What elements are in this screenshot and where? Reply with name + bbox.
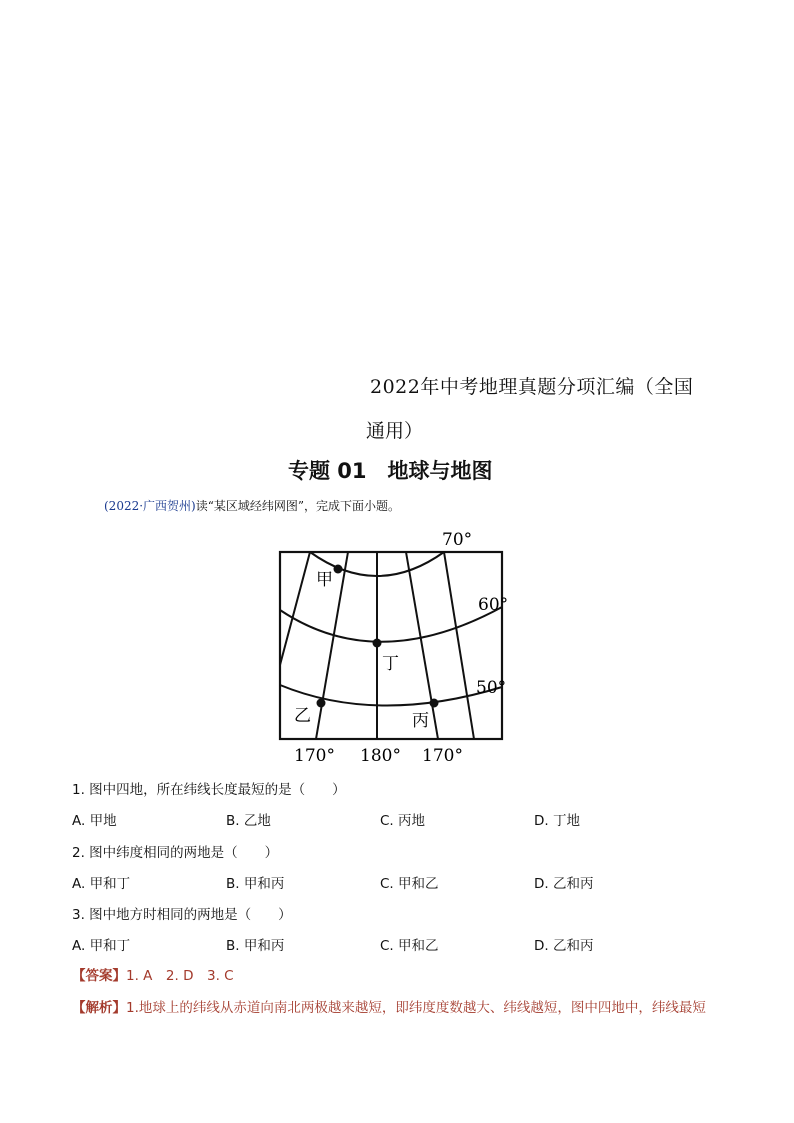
analysis-text: 1.地球上的纬线从赤道向南北两极越来越短，即纬度度数越大、纬线越短，图中四地中，纬线最短 xyxy=(126,1000,706,1016)
document-title-line2: 通用） xyxy=(366,420,424,442)
point-ding xyxy=(373,639,382,648)
label-yi: 乙 xyxy=(294,706,311,726)
latitude-label-70: 70° xyxy=(442,530,473,550)
question-1-option-d[interactable]: D. 丁地 xyxy=(534,813,580,829)
document-title-line1: 2022年中考地理真题分项汇编（全国 xyxy=(370,376,694,398)
label-ding: 丁 xyxy=(382,654,399,674)
question-3-option-c[interactable]: C. 甲和乙 xyxy=(380,938,439,954)
analysis-line xyxy=(72,996,706,1016)
answer-text: 1. A 2. D 3. C xyxy=(126,968,234,984)
question-1-option-b[interactable]: B. 乙地 xyxy=(226,813,271,829)
question-3-option-b[interactable]: B. 甲和丙 xyxy=(226,938,285,954)
analysis-tag: 【解析】 xyxy=(72,1000,126,1016)
label-bing: 丙 xyxy=(412,711,429,731)
question-3-option-d[interactable]: D. 乙和丙 xyxy=(534,938,594,954)
question-2-stem: 2. 图中纬度相同的两地是（ ） xyxy=(72,845,279,861)
label-jia: 甲 xyxy=(316,570,333,590)
longitude-label-170-right: 170° xyxy=(422,746,463,766)
question-2-option-b[interactable]: B. 甲和丙 xyxy=(226,876,285,892)
question-1-option-a[interactable]: A. 甲地 xyxy=(72,813,117,829)
longitude-label-170-left: 170° xyxy=(294,746,335,766)
parallel-60 xyxy=(280,607,502,642)
point-yi xyxy=(317,699,326,708)
question-2-option-d[interactable]: D. 乙和丙 xyxy=(534,876,594,892)
meridian-far-right xyxy=(444,552,474,739)
answer-line xyxy=(72,964,234,984)
question-1-option-c[interactable]: C. 丙地 xyxy=(380,813,426,829)
question-intro xyxy=(104,497,400,514)
point-bing xyxy=(430,699,439,708)
graticule-map xyxy=(270,525,520,770)
point-jia xyxy=(334,565,343,574)
question-2-option-c[interactable]: C. 甲和乙 xyxy=(380,876,439,892)
intro-text: 读“某区域经纬网图”，完成下面小题。 xyxy=(195,499,400,513)
question-3-option-a[interactable]: A. 甲和丁 xyxy=(72,938,131,954)
question-source: (2022·广西贺州) xyxy=(104,499,196,513)
question-2-option-a[interactable]: A. 甲和丁 xyxy=(72,876,131,892)
latitude-label-60: 60° xyxy=(478,595,509,615)
question-3-stem: 3. 图中地方时相同的两地是（ ） xyxy=(72,907,292,923)
latitude-label-50: 50° xyxy=(476,678,507,698)
topic-heading: 专题 01 地球与地图 xyxy=(288,459,493,483)
answer-tag: 【答案】 xyxy=(72,968,126,984)
question-1-stem: 1. 图中四地，所在纬线长度最短的是（ ） xyxy=(72,782,346,798)
meridian-far-left xyxy=(280,552,310,665)
longitude-label-180: 180° xyxy=(360,746,401,766)
